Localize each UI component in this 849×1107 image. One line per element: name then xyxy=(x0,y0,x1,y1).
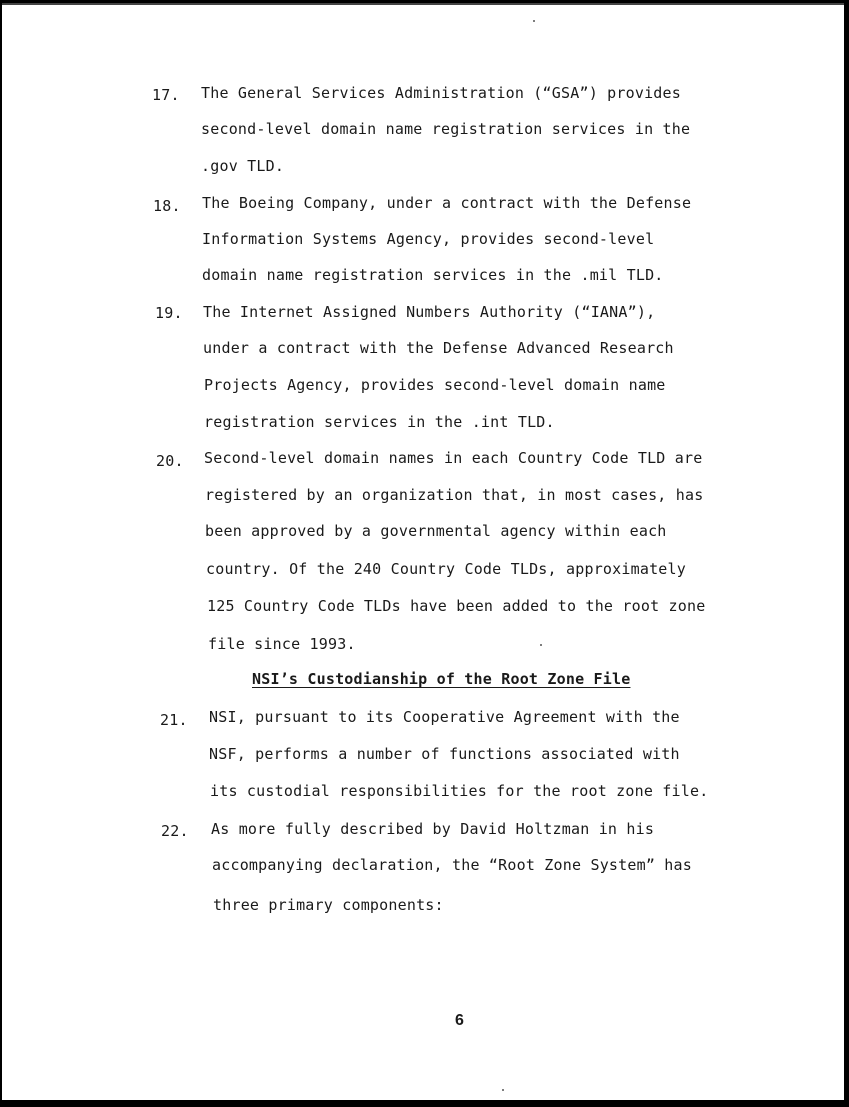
paragraph-line: been approved by a governmental agency within each xyxy=(205,522,667,540)
paragraph-line: The Internet Assigned Numbers Authority (“IANA”), xyxy=(203,303,656,321)
scan-speck xyxy=(533,20,535,22)
paragraph-line: NSI, pursuant to its Cooperative Agreement with the xyxy=(209,708,680,726)
paragraph-number: 20. xyxy=(156,452,184,470)
paragraph-line: .gov TLD. xyxy=(201,157,285,175)
scan-border-left xyxy=(0,0,2,1107)
paragraph-line: file since 1993. xyxy=(208,635,356,653)
paragraph-line: its custodial responsibilities for the root zone file. xyxy=(210,782,709,800)
scan-speck xyxy=(502,1089,504,1091)
scan-speck xyxy=(540,644,542,646)
page-number: 6 xyxy=(455,1012,465,1029)
paragraph-line: second-level domain name registration services in the xyxy=(201,120,691,138)
scan-border-top xyxy=(0,0,849,5)
paragraph-number: 21. xyxy=(160,711,188,729)
paragraph-line: Projects Agency, provides second-level domain name xyxy=(204,376,666,394)
paragraph-line: domain name registration services in the .mil TLD. xyxy=(202,266,664,284)
paragraph-line: NSF, performs a number of functions associated with xyxy=(209,745,680,763)
paragraph-line: 125 Country Code TLDs have been added to the root zone xyxy=(207,597,706,615)
paragraph-line: The Boeing Company, under a contract with the Defense xyxy=(202,194,692,212)
scan-border-right xyxy=(844,0,849,1107)
scan-border-bottom xyxy=(0,1100,849,1107)
paragraph-line: The General Services Administration (“GSA”) provides xyxy=(201,84,681,102)
paragraph-line: registration services in the .int TLD. xyxy=(204,413,555,431)
paragraph-number: 18. xyxy=(153,197,181,215)
paragraph-line: three primary components: xyxy=(213,896,444,914)
paragraph-line: Information Systems Agency, provides second-level xyxy=(202,230,655,248)
paragraph-line: accompanying declaration, the “Root Zone System” has xyxy=(212,856,692,874)
paragraph-number: 22. xyxy=(161,822,189,840)
paragraph-number: 17. xyxy=(152,86,180,104)
paragraph-line: registered by an organization that, in most cases, has xyxy=(205,486,704,504)
paragraph-line: Second-level domain names in each Country Code TLD are xyxy=(204,449,703,467)
section-heading: NSI’s Custodianship of the Root Zone File xyxy=(252,670,631,688)
paragraph-line: As more fully described by David Holtzman in his xyxy=(211,820,655,838)
paragraph-number: 19. xyxy=(155,304,183,322)
paragraph-line: under a contract with the Defense Advanced Research xyxy=(203,339,674,357)
paragraph-line: country. Of the 240 Country Code TLDs, approximately xyxy=(206,560,686,578)
